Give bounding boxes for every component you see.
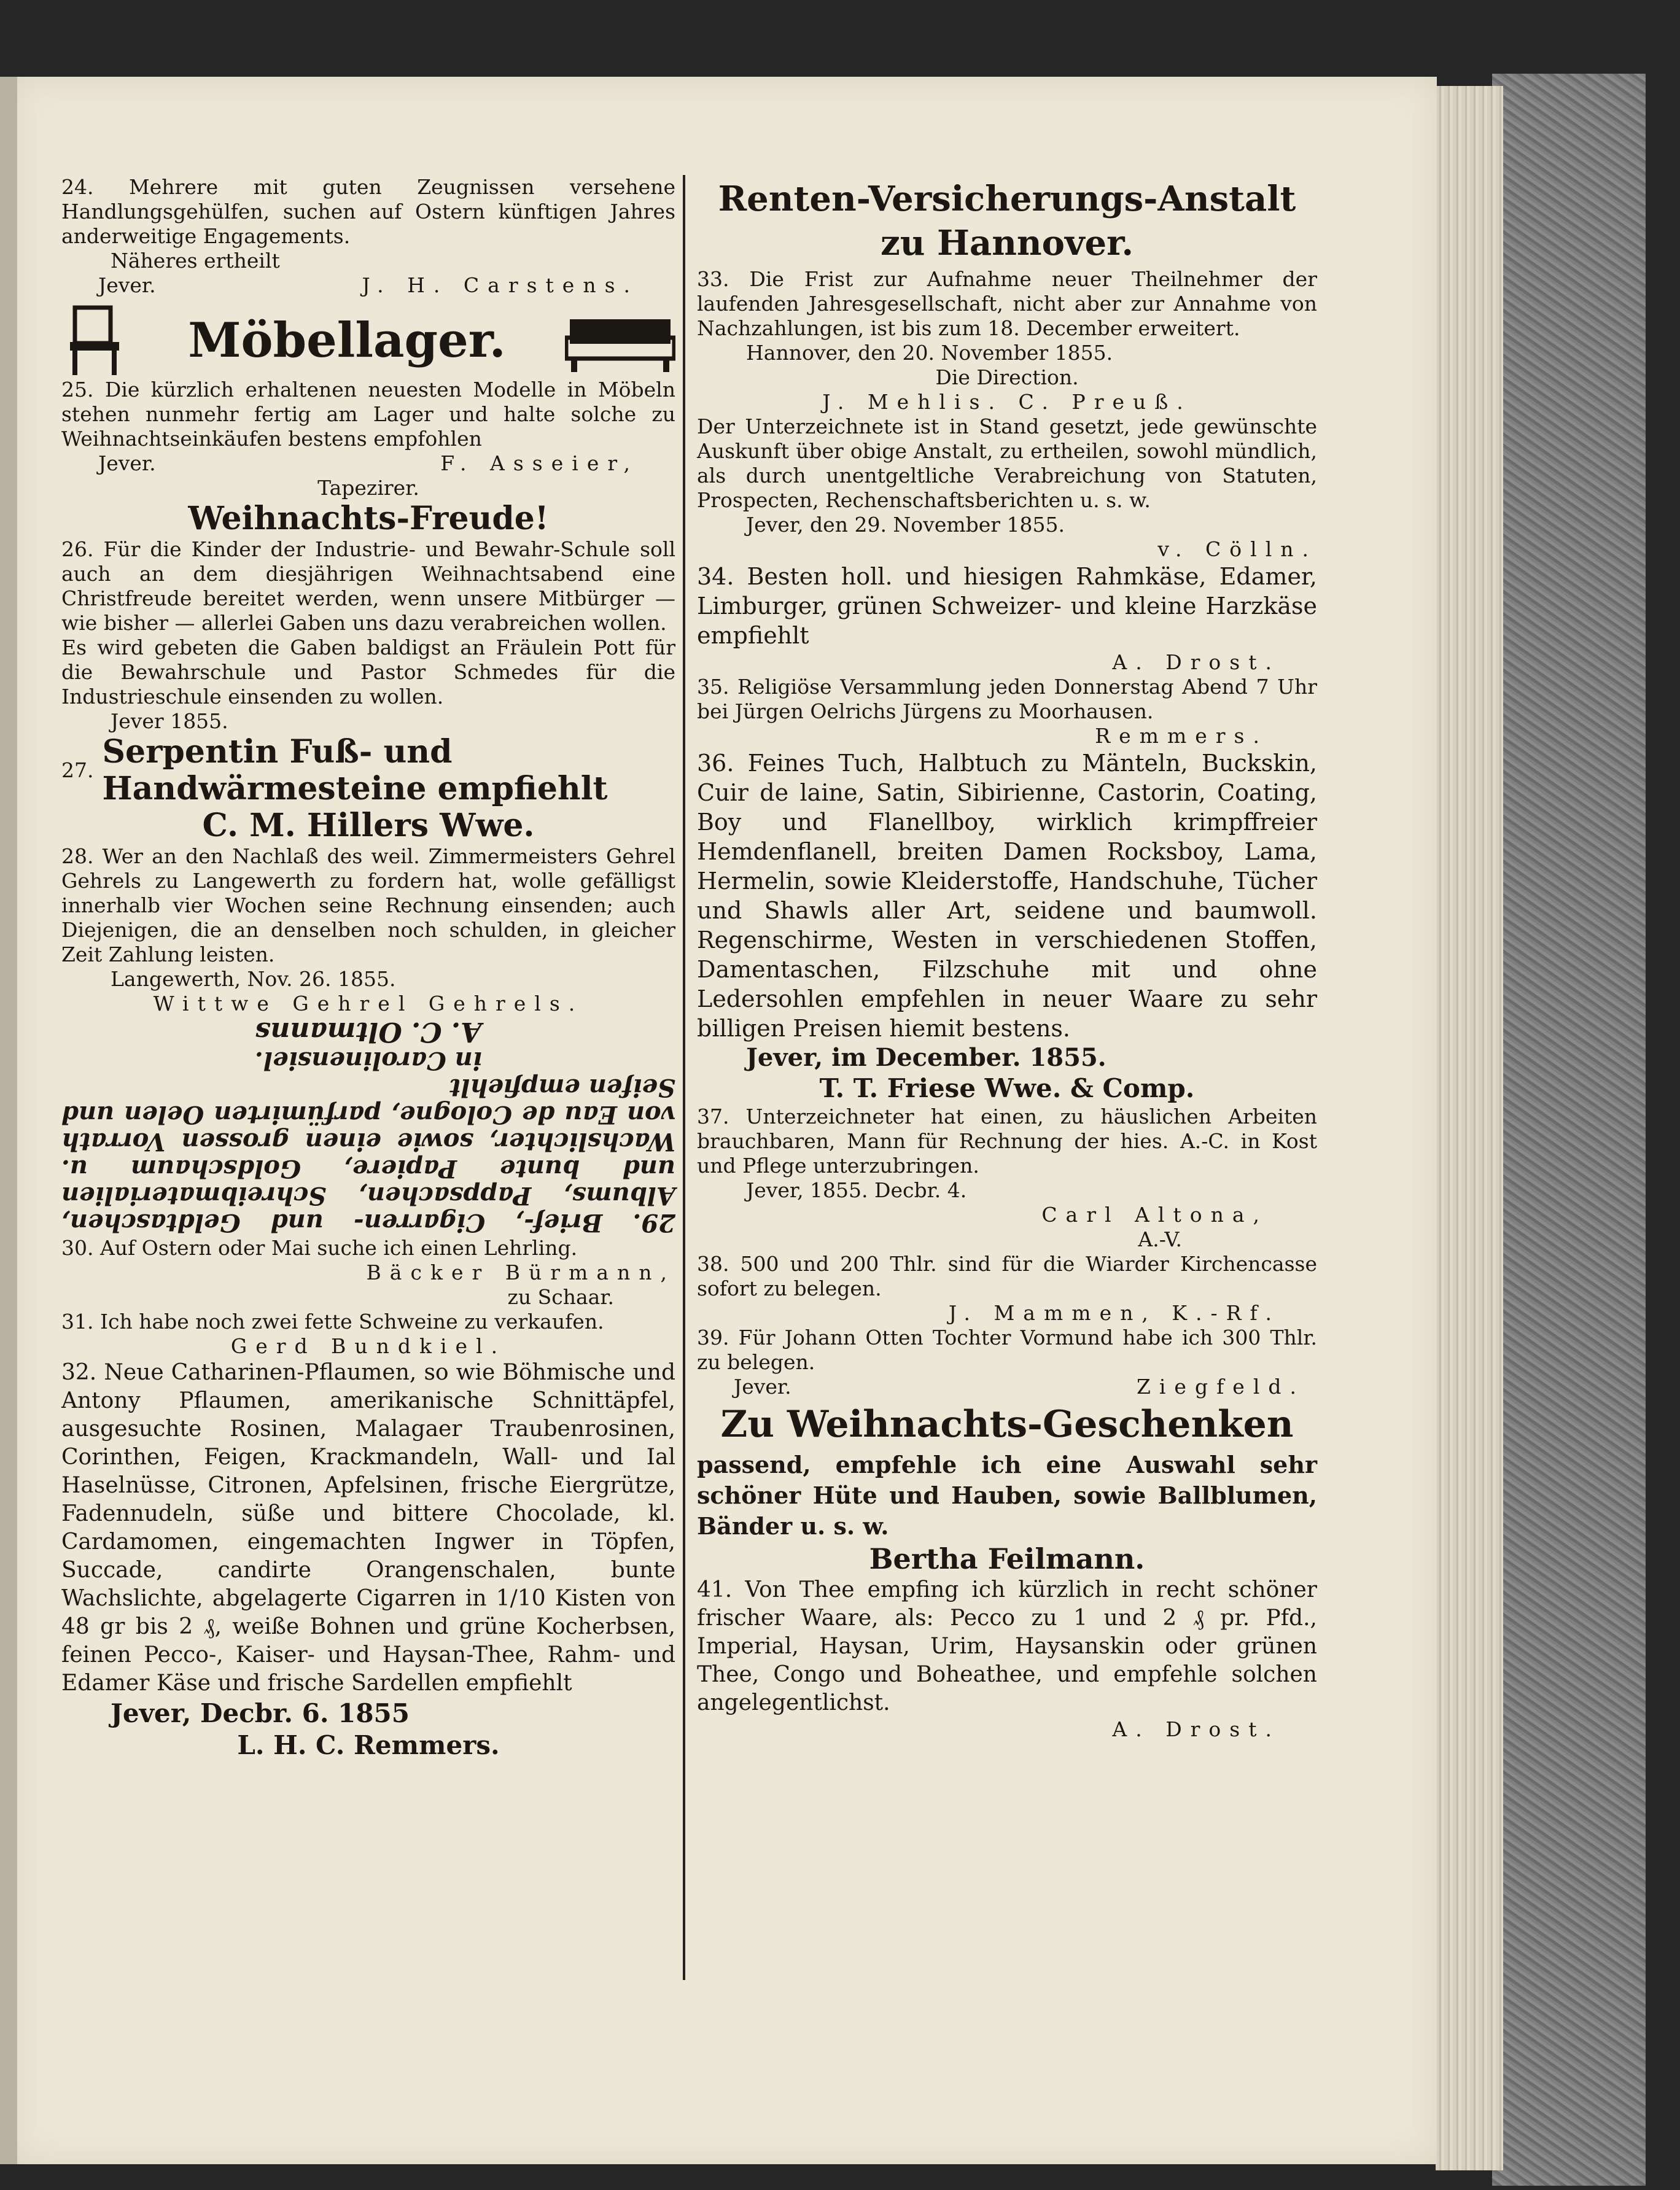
sofa-icon [565, 307, 675, 375]
ad-28-text: 28. Wer an den Nachlaß des weil. Zimmermeisters Gehrel Gehrels zu Langewerth zu fordern hat, wolle gefälligst innerhalb vier Wochen seine Rechnung einsenden; auch Diejenigen, die an denselben noch schulden, in gleicher Zeit Zahlung leisten. [61, 844, 675, 966]
ad-36-text: 36. Feines Tuch, Halbtuch zu Mänteln, Buckskin, Cuir de laine, Satin, Sibirienne, Castorin, Coating, Boy und Flanellboy, wirklich krimpffreier Hemdenflanell, breiten Damen Rocksboy, Lama, Hermelin, sowie Kleiderstoffe, Handschuhe, Tücher und Shawls aller Art, seidene und baumwoll. Regenschirme, Westen in verschiedenen Stoffen, Damentaschen, Filzschuhe mit und ohne Ledersohlen empfehlen in neuer Waare zu sehr billigen Preisen hiemit bestens. [697, 750, 1317, 1042]
ad-37-date: Jever, 1855. Decbr. 4. [746, 1178, 967, 1202]
ad-27-number: 27. [61, 758, 94, 782]
moebellager-title: Möbellager. [188, 313, 506, 368]
ad-33-dept: Die Direction. [935, 365, 1079, 389]
ad-37-role: A.-V. [1138, 1227, 1182, 1251]
ad-30-name: Bäcker Bürmann, [366, 1260, 675, 1284]
ad-34-name: A. Drost. [1112, 650, 1280, 674]
ad-32-name: L. H. C. Remmers. [237, 1730, 500, 1760]
chair-icon [61, 304, 129, 378]
ad-25-place: Jever. [98, 451, 156, 475]
ad-25-role: Tapezirer. [317, 476, 419, 500]
ad-33-date2: Jever, den 29. November 1855. [746, 513, 1065, 537]
ad-39-signature [697, 1375, 1317, 1399]
ad-37-text: 37. Unterzeichneter hat einen, zu häuslichen Arbeiten brauchbaren, Mann für Rechnung der hies. A.-C. in Kost und Pflege unterzubringen. [697, 1105, 1317, 1178]
ad-25-text: 25. Die kürzlich erhaltenen neuesten Modelle in Möbeln stehen nunmehr fertig am Lager und halte solche zu Weihnachtseinkäufen bestens empfohlen [61, 378, 675, 451]
ad-31-name: Gerd Bundkiel. [230, 1334, 507, 1358]
ad-36-date: Jever, im December. 1855. [746, 1043, 1106, 1072]
ad-25-signature [61, 451, 675, 476]
ad-24-text: 24. Mehrere mit guten Zeugnissen versehene Handlungsgehülfen, suchen auf Ostern künftigen Jahres anderweitige Engagements. [61, 175, 675, 248]
ad-32-date: Jever, Decbr. 6. 1855 [111, 1698, 410, 1728]
moebellager-header [61, 304, 675, 378]
ad-40-name: Bertha Feilmann. [869, 1542, 1145, 1575]
ad-35-text: 35. Religiöse Versammlung jeden Donnerstag Abend 7 Uhr bei Jürgen Oelrichs Jürgens zu Moorhausen. [697, 675, 1317, 723]
ad-33-text2: Der Unterzeichnete ist in Stand gesetzt, jede gewünschte Auskunft über obige Anstalt, zu ertheilen, sowohl mündlich, als durch unentgeltliche Verabreichung von Statuten, Prospecten, Rechenschaftsberichten u. s. w. [697, 414, 1317, 512]
ad-29-text: 29. Brief-, Cigarren- und Geldtaschen, Albums, Pappsachen, Schreibmaterialien und bunte Papiere, Goldschaum u. Wachslichter, sowie einen grossen Vorrath von Eau de Cologne, parfümirten Oelen und Seifen empfiehlt [61, 1073, 675, 1237]
ad-38-name: J. Mammen, K.-Rf. [948, 1301, 1280, 1325]
ad-37-name: Carl Altona, [1041, 1203, 1268, 1227]
ad-35-name: Remmers. [1095, 724, 1268, 748]
ad-39-name: Ziegfeld. [1136, 1375, 1305, 1399]
ad-38-text: 38. 500 und 200 Thlr. sind für die Wiarder Kirchencasse sofort zu belegen. [697, 1252, 1317, 1300]
ad-36-name: T. T. Friese Wwe. & Comp. [819, 1073, 1195, 1103]
ad-26-date: Jever 1855. [111, 709, 228, 733]
ad-26-title: Weihnachts-Freude! [188, 500, 549, 537]
ad-28-name: Wittwe Gehrel Gehrels. [153, 992, 584, 1015]
ad-40-title: Zu Weihnachts-Geschenken [720, 1403, 1294, 1446]
page-gutter [0, 77, 17, 2164]
ad-41-text: 41. Von Thee empfing ich kürzlich in recht schöner frischer Waare, als: Pecco zu 1 und 2 ₰ pr. Pfd., Imperial, Haysan, Urim, Haysanskin oder grünen Thee, Congo und Boheathee, und empfehle solchen angelegentlichst. [697, 1577, 1317, 1715]
ad-33-subtitle: zu Hannover. [880, 223, 1134, 263]
right-column [697, 175, 1317, 1742]
ad-30-place: zu Schaar. [507, 1285, 614, 1309]
column-divider [683, 175, 685, 1980]
left-column [61, 175, 675, 1761]
ad-30-text: 30. Auf Ostern oder Mai suche ich einen Lehrling. [61, 1236, 578, 1260]
ad-24-signature [61, 273, 675, 298]
ad-24-more: Näheres ertheilt [111, 249, 280, 273]
ad-39-text: 39. Für Johann Otten Tochter Vormund habe ich 300 Thlr. zu belegen. [697, 1326, 1317, 1374]
ad-41-name: A. Drost. [1112, 1717, 1280, 1741]
ad-33-title: Renten-Versicherungs-Anstalt [718, 179, 1296, 219]
ad-26-text: 26. Für die Kinder der Industrie- und Bewahr-Schule soll auch an dem diesjährigen Weihnachtsabend eine Christfreude bereitet werden, wenn unsere Mitbürger — wie bisher — allerlei Gaben uns dazu verabreichen wollen. [61, 537, 675, 635]
ad-27-name: C. M. Hillers Wwe. [202, 807, 535, 844]
ad-40-text: passend, empfehle ich eine Auswahl sehr schöner Hüte und Hauben, sowie Ballblumen, Bänder u. s. w. [697, 1451, 1317, 1540]
ad-39-place: Jever. [734, 1375, 791, 1399]
ad-29-upside-down [61, 1016, 675, 1236]
ad-27-text: Serpentin Fuß- und Handwärmesteine empfiehlt [102, 733, 608, 807]
ad-33-names: J. Mehlis. C. Preuß. [822, 390, 1192, 414]
ad-33-date: Hannover, den 20. November 1855. [746, 341, 1113, 365]
book-cover [1492, 74, 1646, 2186]
ad-24-place: Jever. [98, 273, 156, 297]
ad-26-text2: Es wird gebeten die Gaben baldigst an Fräulein Pott für die Bewahrschule und Pastor Schmedes für die Industrieschule einsenden zu wollen. [61, 635, 675, 709]
ad-33-text: 33. Die Frist zur Aufnahme neuer Theilnehmer der laufenden Jahresgesellschaft, nicht aber zur Annahme von Nachzahlungen, ist bis zum 18. December erweitert. [697, 267, 1317, 340]
ad-25-name: F. Asseier, [440, 451, 639, 475]
ad-28-date: Langewerth, Nov. 26. 1855. [111, 967, 396, 991]
ad-32-text: 32. Neue Catharinen-Pflaumen, so wie Böhmische und Antony Pflaumen, amerikanische Schnittäpfel, ausgesuchte Rosinen, Malagaer Traubenrosinen, Corinthen, Feigen, Krackmandeln, Wall- und Ial Haselnüsse, Citronen, Apfelsinen, frische Eiergrütze, Fadennudeln, süße und bittere Chocolade, kl. Cardamomen, eingemachten Ingwer in Töpfen, Succade, candirte Orangenschalen, bunte Wachslichte, abgelagerte Cigarren in 1/10 Kisten von 48 gr bis 2 ₰, weiße Bohnen und grüne Kocherbsen, feinen Pecco-, Kaiser- und Haysan-Thee, Rahm- und Edamer Käse und frische Sardellen empfiehlt [61, 1360, 675, 1696]
ad-31-text: 31. Ich habe noch zwei fette Schweine zu verkaufen. [61, 1310, 604, 1334]
ad-29-place: in Carolinensiel. [255, 1046, 482, 1075]
ad-29-name: A. C. Oltmanns [255, 1016, 482, 1047]
ad-33-name2: v. Cölln. [1157, 537, 1317, 561]
page-edges [1436, 86, 1503, 2170]
ad-24-name: J. H. Carstens. [362, 273, 639, 297]
ad-34-text: 34. Besten holl. und hiesigen Rahmkäse, Edamer, Limburger, grünen Schweizer- und kleine Harzkäse empfiehlt [697, 563, 1317, 649]
ad-27-heading [61, 734, 675, 807]
